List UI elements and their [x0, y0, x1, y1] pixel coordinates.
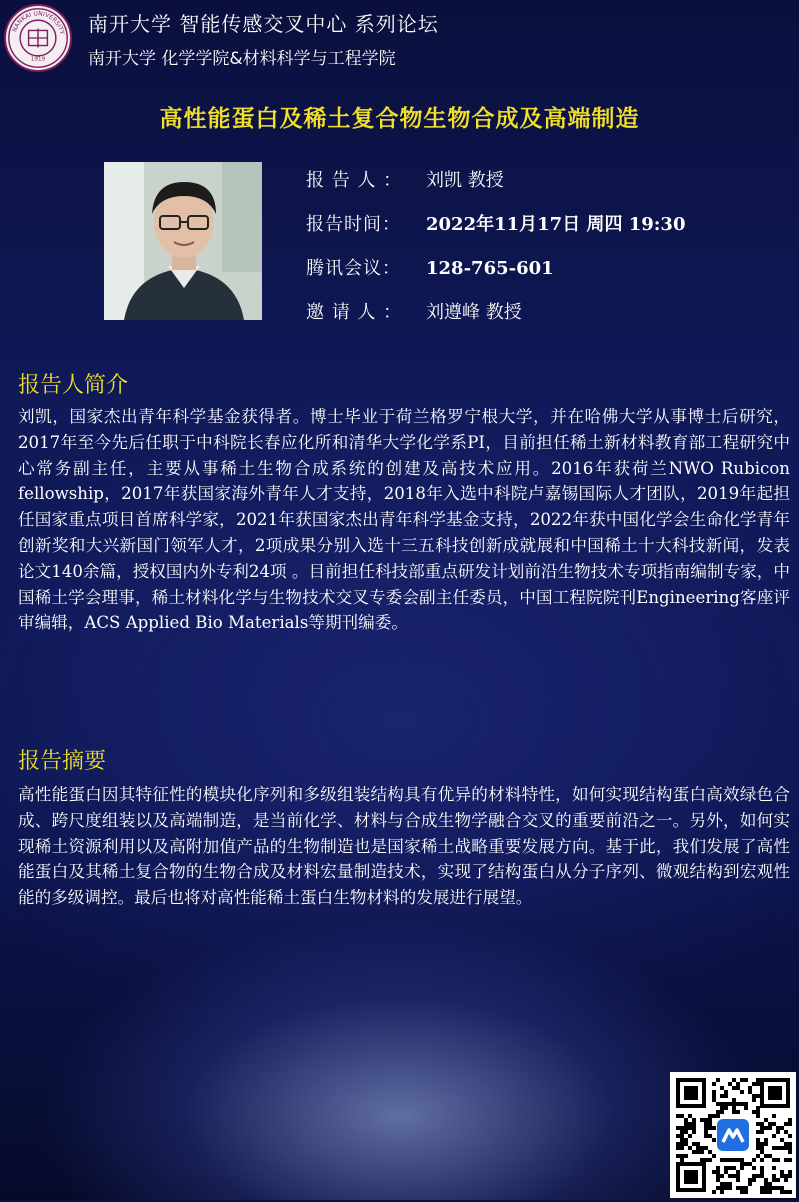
info-row-speaker	[306, 166, 685, 210]
info-row-meeting	[306, 254, 685, 298]
speaker-label: 报 告 人 ：	[306, 170, 403, 191]
info-row-time	[306, 210, 685, 254]
meeting-id-value: 128-765-601	[426, 258, 554, 279]
page-title: 高性能蛋白及稀土复合物生物合成及高端制造	[159, 106, 640, 132]
meeting-qr-code[interactable]	[670, 1072, 796, 1198]
host-value: 刘遵峰 教授	[426, 302, 522, 323]
meeting-label: 腾讯会议：	[306, 258, 401, 279]
university-logo	[4, 4, 72, 72]
svg-text:1919: 1919	[30, 56, 46, 63]
header-school-line: 南开大学 化学学院&材料科学与工程学院	[88, 49, 396, 69]
time-value: 2022年11月17日 周四 19:30	[426, 214, 686, 235]
abstract-paragraph: 高性能蛋白因其特征性的模块化序列和多级组装结构具有优异的材料特性，如何实现结构蛋白高效绿色合成、跨尺度组装以及高端制造，是当前化学、材料与合成生物学融合交叉的重要前沿之一。另外，如何实现稀土资源利用以及高附加值产品的生物制造也是国家稀土战略重要发展方向。基于此，我们发展了高性能蛋白及其稀土复合物的生物合成及材料宏量制造技术，实现了结构蛋白从分子序列、微观结构到宏观性能的多级调控。最后也将对高性能稀土蛋白生物材料的发展进行展望。	[18, 785, 790, 908]
svg-text:NANKAI UNIVERSITY: NANKAI UNIVERSITY	[11, 10, 66, 36]
speaker-value: 刘凯 教授	[426, 170, 504, 191]
bio-heading: 报告人简介	[18, 373, 129, 398]
abstract-heading: 报告摘要	[18, 749, 107, 774]
bio-paragraph: 刘凯，国家杰出青年科学基金获得者。博士毕业于荷兰格罗宁根大学，并在哈佛大学从事博士后研究，2017年至今先后任职于中科院长春应化所和清华大学化学系PI，目前担任稀土新材料教育部工程研究中心常务副主任，主要从事稀土生物合成系统的创建及高技术应用。2016年获荷兰NWO Rubicon fellowship，2017年获国家海外青年人才支持，2018年入选中科院卢嘉锡国际人才团队，2019年起担任国家重点项目首席科学家，2021年获国家杰出青年科学基金支持，2022年获中国化学会生命化学青年创新奖和大兴新国门领军人才，2项成果分别入选十三五科技创新成就展和中国稀土十大科技新闻，发表论文140余篇，授权国内外专利24项 。目前担任科技部重点研发计划前沿生物技术专项指南编制专家，中国稀土学会理事，稀土材料化学与生物技术交叉专委会副主任委员，中国工程院院刊Engineering客座评审编辑，ACS Applied Bio Materials等期刊编委。	[18, 407, 790, 633]
time-label: 报告时间：	[306, 214, 401, 235]
host-label: 邀 请 人 ：	[306, 302, 403, 323]
info-row-host	[306, 298, 685, 342]
talk-info	[306, 166, 685, 342]
speaker-photo	[104, 162, 262, 320]
header-forum-line: 南开大学 智能传感交叉中心 系列论坛	[88, 12, 439, 36]
